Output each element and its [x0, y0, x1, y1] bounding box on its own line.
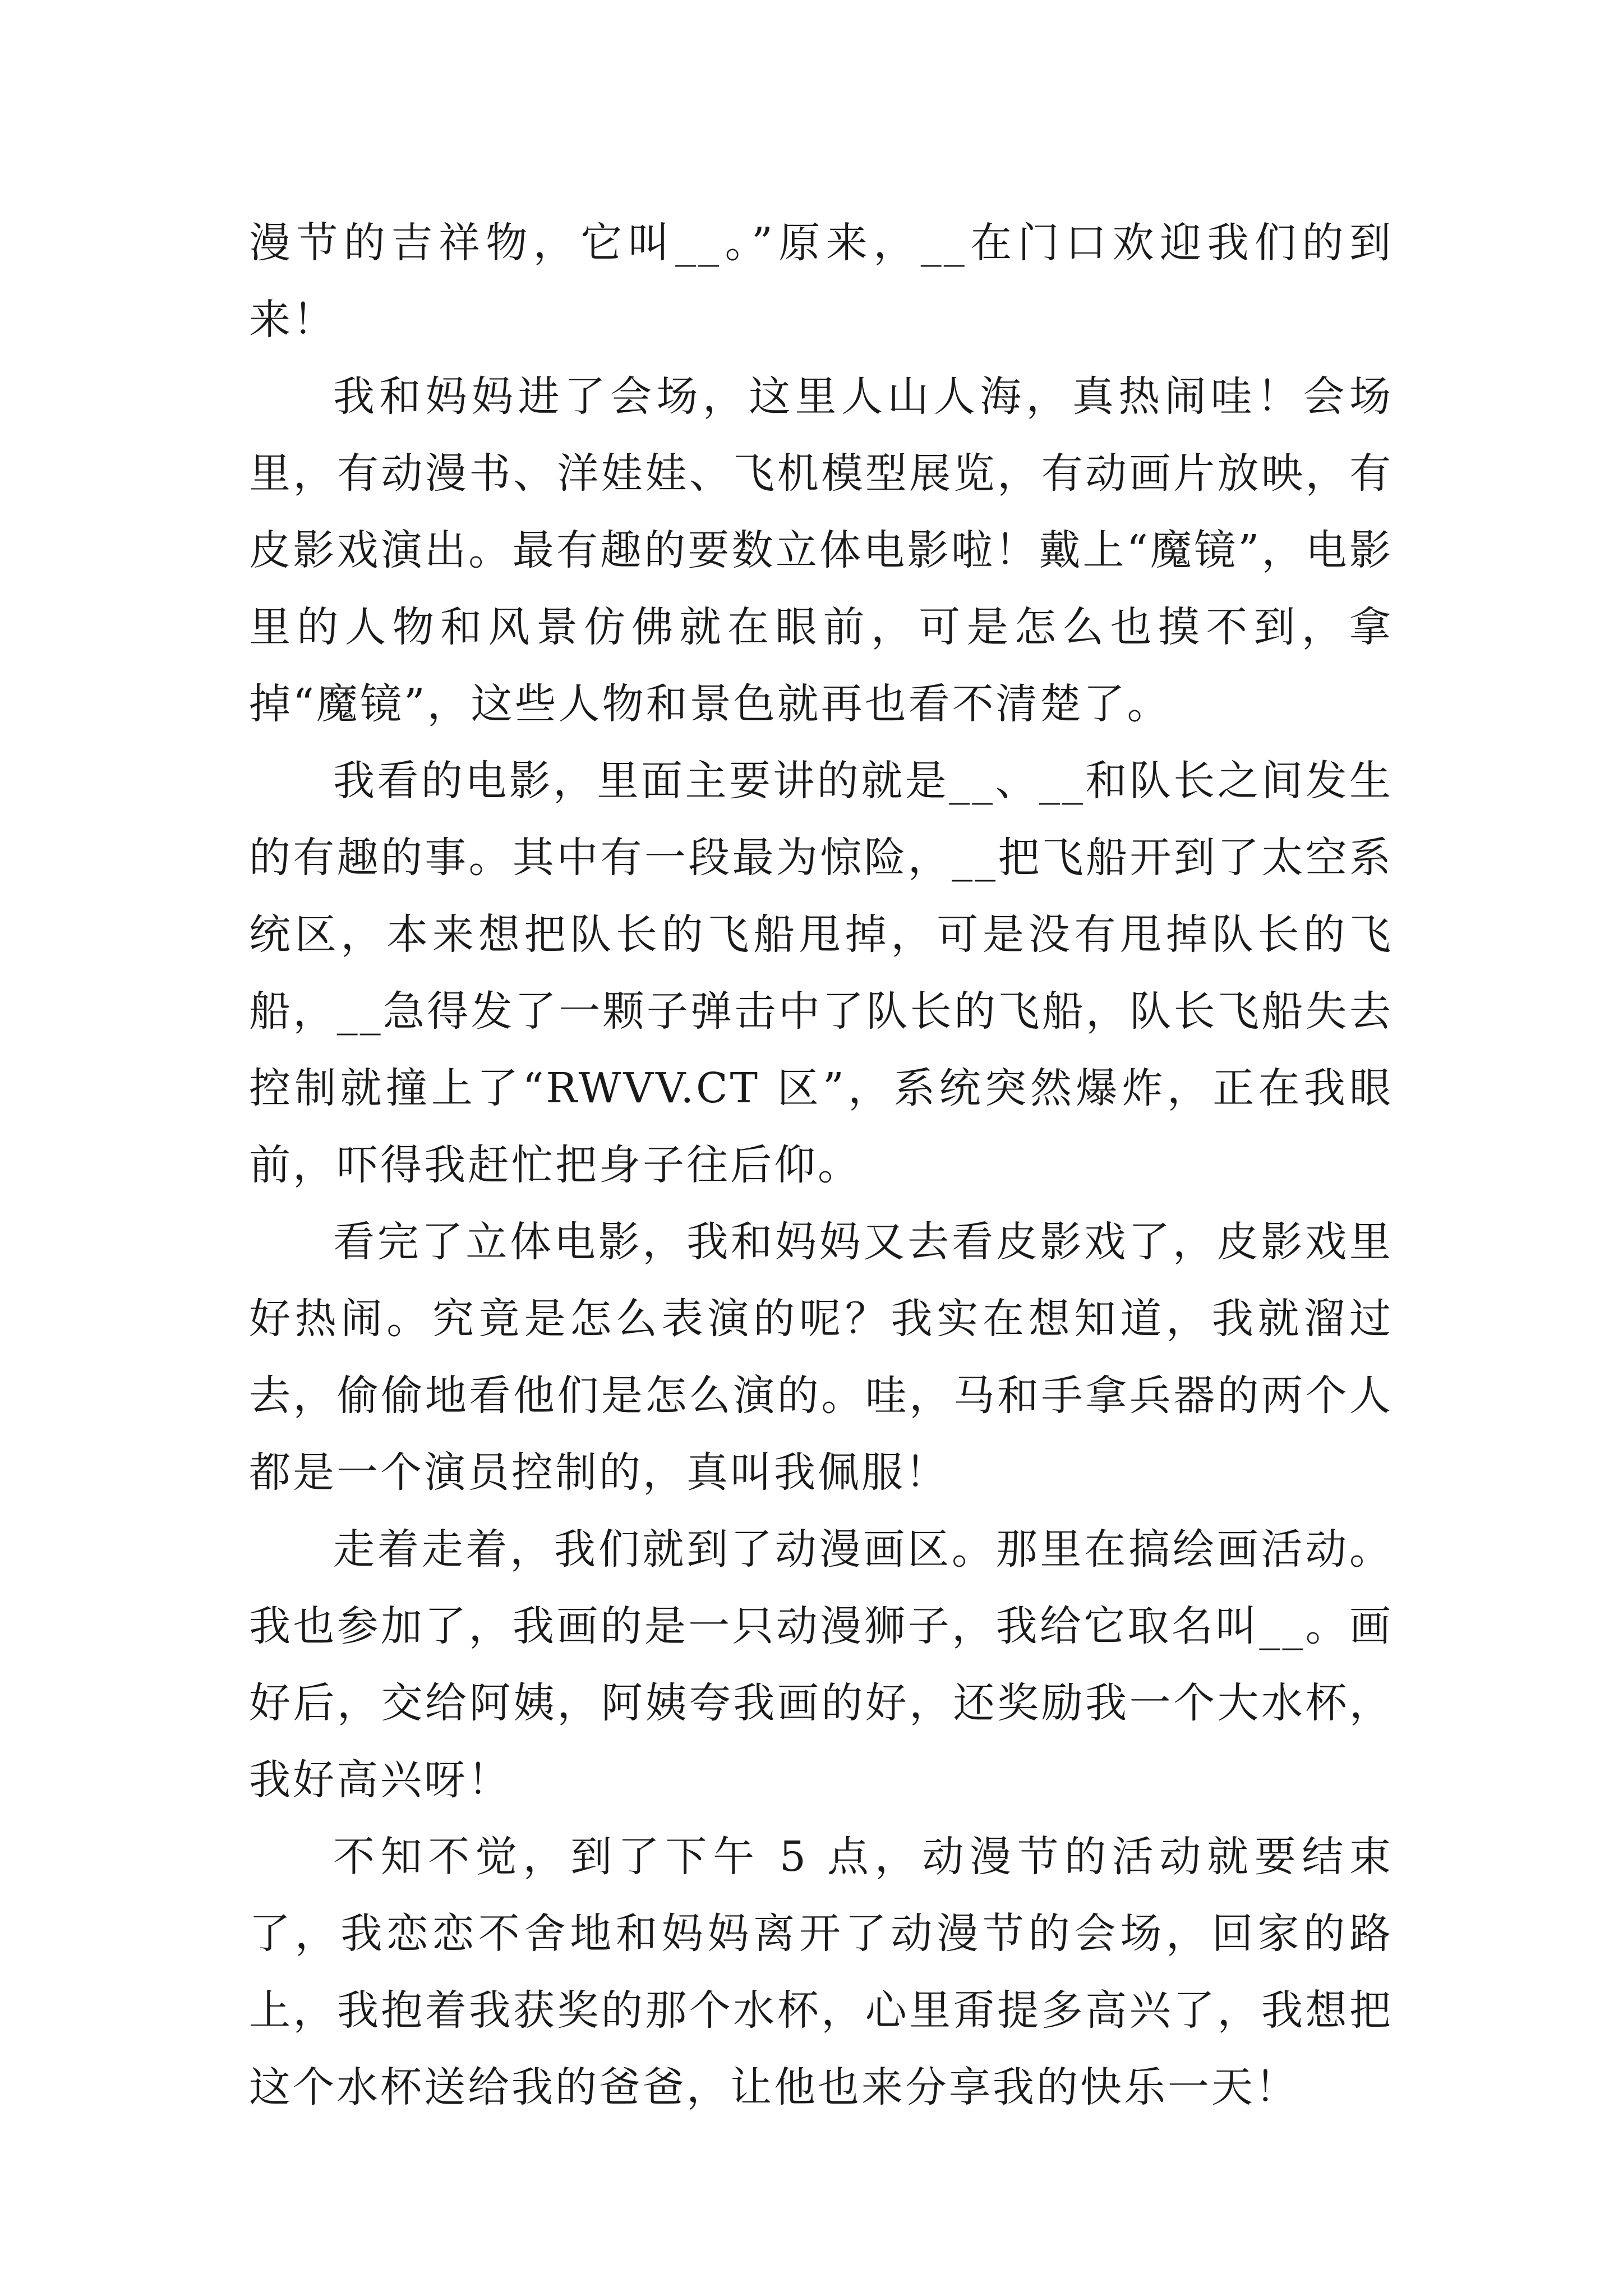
paragraph-venue: 我和妈妈进了会场，这里人山人海，真热闹哇！会场里，有动漫书、洋娃娃、飞机模型展览，有动画片放映，有皮影戏演出。最有趣的要数立体电影啦！戴上“魔镜”，电影里的人物和风景仿佛就在眼前，可是怎么也摸不到，拿掉“魔镜”，这些人物和景色就再也看不清楚了。: [249, 372, 1393, 728]
paragraph-drawing: 走着走着，我们就到了动漫画区。那里在搞绘画活动。我也参加了，我画的是一只动漫狮子，我给它取名叫__。画好后，交给阿姨，阿姨夸我画的好，还奖励我一个大水杯，我好高兴呀！: [249, 1525, 1393, 1804]
paragraph-ending: 不知不觉，到了下午 5 点，动漫节的活动就要结束了，我恋恋不舍地和妈妈离开了动漫节的会场，回家的路上，我抱着我获奖的那个水杯，心里甭提多高兴了，我想把这个水杯送给我的爸爸，让他也来分享我的快乐一天！: [249, 1833, 1393, 2111]
document-body: [249, 205, 1393, 2126]
paragraph-movie: 我看的电影，里面主要讲的就是__、__和队长之间发生的有趣的事。其中有一段最为惊险，__把飞船开到了太空系统区，本来想把队长的飞船甩掉，可是没有甩掉队长的飞船，__急得发了一颗子弹击中了队长的飞船，队长飞船失去控制就撞上了“RWVV.CT 区”，系统突然爆炸，正在我眼前，吓得我赶忙把身子往后仰。: [249, 757, 1393, 1189]
paragraph-shadow-play: 看完了立体电影，我和妈妈又去看皮影戏了，皮影戏里好热闹。究竟是怎么表演的呢？我实在想知道，我就溜过去，偷偷地看他们是怎么演的。哇，马和手拿兵器的两个人都是一个演员控制的，真叫我佩服！: [249, 1218, 1393, 1497]
paragraph-continuation: 漫节的吉祥物，它叫__。”原来，__在门口欢迎我们的到来！: [249, 219, 1393, 344]
